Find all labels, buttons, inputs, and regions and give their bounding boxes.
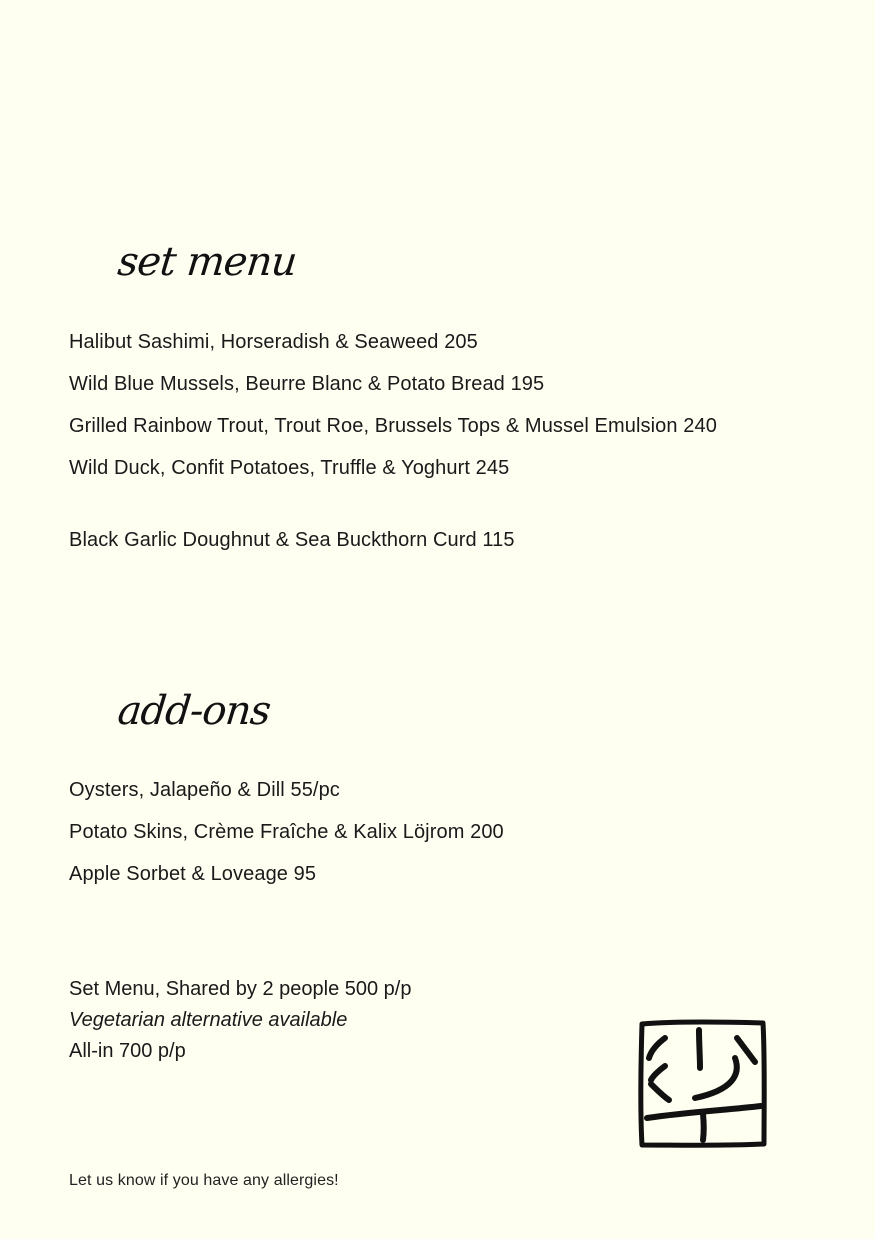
set-menu-list <box>69 321 717 489</box>
addon-item-sorbet: Apple Sorbet & Loveage 95 <box>69 863 317 885</box>
addon-item-potato-skins: Potato Skins, Crème Fraîche & Kalix Löjrom 200 <box>69 821 504 843</box>
dessert-list <box>69 519 515 561</box>
set-menu-heading: set menu <box>115 239 299 285</box>
allergy-note: Let us know if you have any allergies! <box>69 1172 339 1189</box>
menu-item-mussels: Wild Blue Mussels, Beurre Blanc & Potato Bread 195 <box>69 373 545 395</box>
menu-item-duck: Wild Duck, Confit Potatoes, Truffle & Yoghurt 245 <box>69 457 510 479</box>
menu-item-halibut: Halibut Sashimi, Horseradish & Seaweed 205 <box>69 331 478 353</box>
vegetarian-note: Vegetarian alternative available <box>69 1009 348 1031</box>
all-in-price: All-in 700 p/p <box>69 1040 186 1062</box>
menu-item-doughnut: Black Garlic Doughnut & Sea Buckthorn Curd 115 <box>69 529 515 551</box>
addons-list <box>69 769 504 895</box>
set-menu-price: Set Menu, Shared by 2 people 500 p/p <box>69 978 412 1000</box>
pricing-block <box>69 974 411 1067</box>
addon-item-oysters: Oysters, Jalapeño & Dill 55/pc <box>69 779 340 801</box>
addons-heading: add-ons <box>115 688 273 734</box>
restaurant-seal-icon <box>637 1018 769 1150</box>
menu-item-trout: Grilled Rainbow Trout, Trout Roe, Brussels Tops & Mussel Emulsion 240 <box>69 415 717 437</box>
